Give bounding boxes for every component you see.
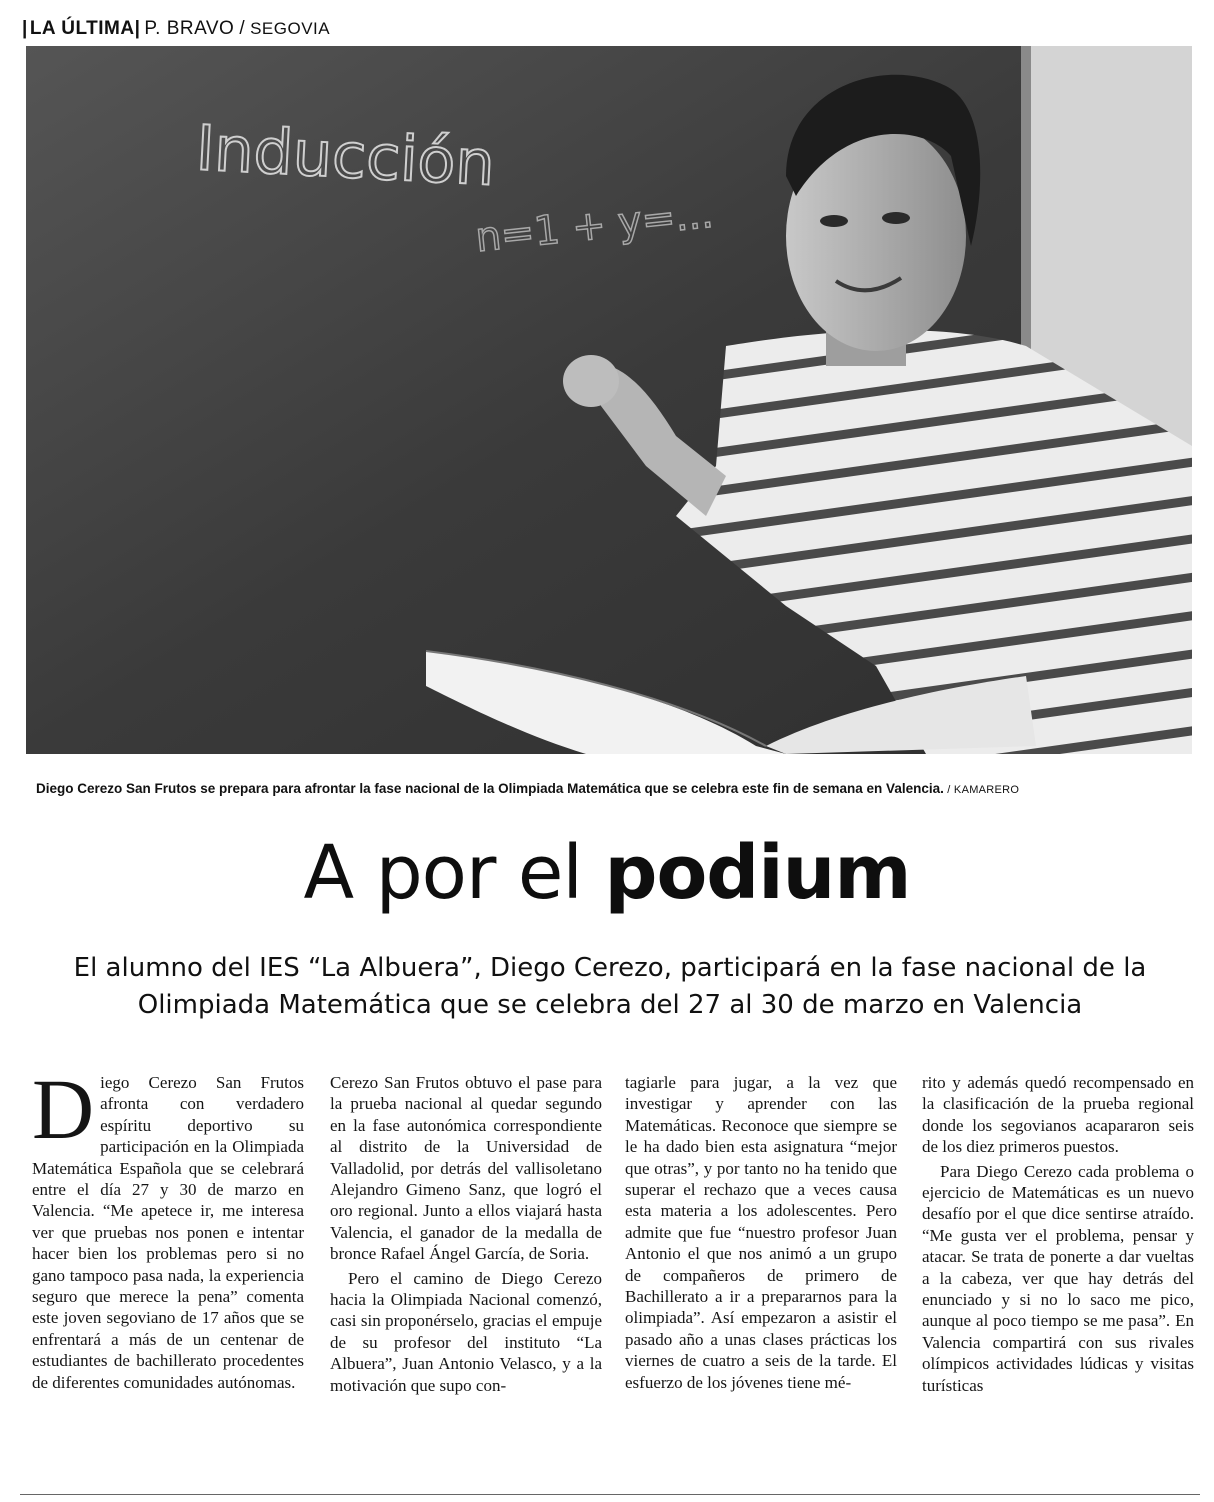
subhead-line-1: El alumno del IES “La Albuera”, Diego Cerezo, participará en la fase nacional de la xyxy=(73,953,1147,983)
eye-left xyxy=(820,215,848,227)
headline-light: A por el xyxy=(303,830,605,916)
caption-text: Diego Cerezo San Frutos se prepara para afrontar la fase nacional de la Olimpiada Matemática que se celebra este fin de semana en Valencia. xyxy=(36,781,944,796)
drop-cap: D xyxy=(32,1061,95,1157)
author-name: P. BRAVO xyxy=(144,18,235,39)
paragraph: rito y además quedó recompensado en la clasificación de la prueba regional donde los segovianos acapararon seis de los diez primeros puestos. xyxy=(922,1073,1194,1157)
chalk-word: Inducción xyxy=(194,111,497,200)
header-bar-2: | xyxy=(134,18,141,39)
photo-caption xyxy=(36,781,1019,796)
article-body xyxy=(0,1061,1214,1482)
subheadline xyxy=(60,950,1160,1024)
header-separator: / xyxy=(239,18,246,39)
city-name: SEGOVIA xyxy=(250,19,331,38)
headline-bold: podium xyxy=(604,830,911,916)
column-2 xyxy=(330,1072,602,1396)
column-3 xyxy=(625,1072,897,1393)
photo-illustration xyxy=(26,46,1192,754)
hand xyxy=(563,355,619,407)
paragraph: tagiarle para jugar, a la vez que investigar y aprender con las Matemáticas. Reconoce que siempre se le ha dado bien esta asignatura “mejor que otras”, y por tanto no ha tenido que superar el rechazo que a veces causa esta materia a los adolescentes. Pero admite que fue “nuestro profesor Juan Antonio el que nos animó a un grupo de compañeros de primero de Bachillerato a ir a prepararnos para la olimpiada”. Así empezaron a asistir el pasado año a unas clases prácticas los viernes de cuatro a seis de la tarde. El esfuerzo de los jóvenes tiene mé- xyxy=(625,1073,897,1392)
column-1 xyxy=(32,1061,304,1393)
eye-right xyxy=(882,212,910,224)
column-4 xyxy=(922,1072,1194,1396)
page-header xyxy=(22,14,330,44)
bottom-rule xyxy=(20,1494,1200,1495)
header-bar: | xyxy=(22,18,28,39)
subhead-line-2: Olimpiada Matemática que se celebra del 27 al 30 de marzo en Valencia xyxy=(137,990,1083,1020)
photo-credit: / KAMARERO xyxy=(943,784,1020,796)
article-photo xyxy=(26,46,1192,754)
paragraph: Cerezo San Frutos obtuvo el pase para la prueba nacional al quedar segundo en la fase autonómica correspondiente al distrito de la Universidad de Valladolid, por detrás del vallisoletano Alejandro Gimeno Sanz, que logró el oro regional. Junto a ellos viajará hasta Valencia, el ganador de la medalla de bronce Rafael Ángel García, de Soria. xyxy=(330,1073,602,1264)
section-name: LA ÚLTIMA xyxy=(29,18,135,39)
headline xyxy=(0,828,1214,918)
chalk-formula: n=1 + y=... xyxy=(473,190,716,262)
paragraph: Pero el camino de Diego Cerezo hacia la Olimpiada Nacional comenzó, casi sin proponérselo, gracias el empuje de su profesor del instituto “La Albuera”, Juan Antonio Velasco, y a la motivación que supo con- xyxy=(330,1268,602,1395)
paragraph: Para Diego Cerezo cada problema o ejercicio de Matemáticas es un nuevo desafío por el que dice sentirse atraído. “Me gusta ver el problema, pensar y atacar. Se trata de ponerte a dar vueltas a la cabeza, ver que hay detrás del enunciado y si no lo saco me pico, aunque al poco tiempo se me pasa”. En Valencia compartirá con sus rivales olímpicos actividades lúdicas y visitas turísticas xyxy=(922,1161,1194,1395)
paragraph: iego Cerezo San Frutos afronta con verdadero espíritu deportivo su participación en la Olimpiada Matemática Española que se celebrará entre el día 27 y 30 de marzo en Valencia. “Me apetece ir, me interesa ver que pruebas nos ponen e intentar hacer bien los problemas pero si no gano tampoco pasa nada, la experiencia seguro que merece la pena” comenta este joven segoviano de 17 años que se enfrentará a más de un centenar de estudiantes de bachillerato procedentes de diferentes comunidades autónomas. xyxy=(32,1073,304,1392)
